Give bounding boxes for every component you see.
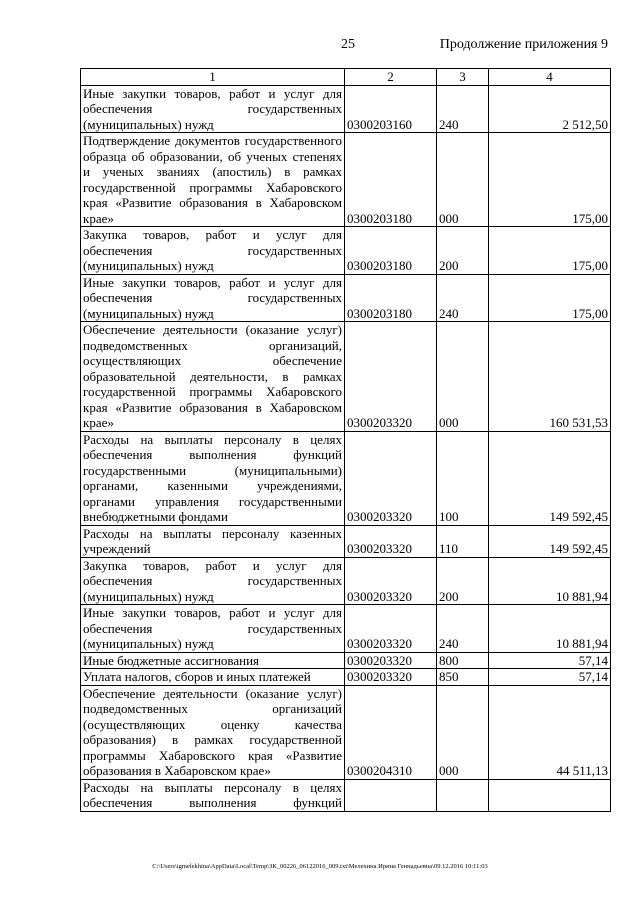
row-type: 800: [437, 652, 489, 669]
row-code: 0300203320: [345, 605, 437, 653]
table-row: [81, 133, 611, 227]
row-code: 0300204310: [345, 685, 437, 779]
table-row: [81, 322, 611, 432]
table-row: [81, 85, 611, 133]
table-row: [81, 779, 611, 811]
row-amount: 10 881,94: [489, 557, 611, 605]
page-number: 25: [341, 37, 355, 52]
column-header-code: 2: [345, 69, 437, 86]
budget-table: [80, 68, 611, 812]
row-name: Иные бюджетные ассигнования: [81, 652, 345, 669]
table-header-row: [81, 69, 611, 86]
row-name: Расходы на выплаты персоналу казенных учреждений: [81, 525, 345, 557]
table-row: [81, 557, 611, 605]
row-code: 0300203160: [345, 85, 437, 133]
row-amount: 149 592,45: [489, 525, 611, 557]
row-name: Уплата налогов, сборов и иных платежей: [81, 669, 345, 686]
row-type: 240: [437, 274, 489, 322]
page-header: [0, 37, 640, 57]
row-type: 000: [437, 685, 489, 779]
row-code: 0300203180: [345, 274, 437, 322]
row-amount: 149 592,45: [489, 431, 611, 525]
table-row: [81, 274, 611, 322]
row-type: 110: [437, 525, 489, 557]
column-header-amount: 4: [489, 69, 611, 86]
row-name: Подтверждение документов государственного образца об образовании, об ученых степенях и ученых званиях (апостиль) в рамках государственной программы Хабаровского края «Развитие образования в Хабаровском крае»: [81, 133, 345, 227]
document-footer-path: C:\Users\igmelekhina\AppData\Local\Temp\ЗК_00226_06122016_009.txt\Мелехина Ирина Геннадьевна\09.12.2016 10:11:03: [152, 863, 488, 870]
row-type: 200: [437, 227, 489, 275]
row-code: 0300203180: [345, 227, 437, 275]
row-type: 200: [437, 557, 489, 605]
row-amount: 10 881,94: [489, 605, 611, 653]
row-code: [345, 779, 437, 811]
row-amount: 2 512,50: [489, 85, 611, 133]
row-type: 000: [437, 322, 489, 432]
appendix-continuation-label: Продолжение приложения 9: [439, 37, 608, 52]
row-type: 100: [437, 431, 489, 525]
row-type: 000: [437, 133, 489, 227]
column-header-name: 1: [81, 69, 345, 86]
row-type: 240: [437, 85, 489, 133]
table-row: [81, 685, 611, 779]
row-amount: 175,00: [489, 227, 611, 275]
row-amount: 57,14: [489, 669, 611, 686]
row-type: 850: [437, 669, 489, 686]
table-row: [81, 669, 611, 686]
row-name: Иные закупки товаров, работ и услуг для обеспечения государственных (муниципальных) нужд: [81, 85, 345, 133]
row-name: Иные закупки товаров, работ и услуг для обеспечения государственных (муниципальных) нужд: [81, 274, 345, 322]
row-type: [437, 779, 489, 811]
row-type: 240: [437, 605, 489, 653]
row-name: Обеспечение деятельности (оказание услуг) подведомственных организаций, осуществляющих обеспечение образовательной деятельности, в рамках государственной программы Хабаровского края «Развитие образования в Хабаровском крае»: [81, 322, 345, 432]
row-code: 0300203180: [345, 133, 437, 227]
row-code: 0300203320: [345, 669, 437, 686]
row-name: Расходы на выплаты персоналу в целях обеспечения выполнения функций государственными (муниципальными) органами, казенными учреждениями, органами управления государственными внебюджетными фондами: [81, 431, 345, 525]
row-amount: 44 511,13: [489, 685, 611, 779]
row-code: 0300203320: [345, 322, 437, 432]
table-row: [81, 605, 611, 653]
column-header-type: 3: [437, 69, 489, 86]
row-code: 0300203320: [345, 525, 437, 557]
row-name: Иные закупки товаров, работ и услуг для обеспечения государственных (муниципальных) нужд: [81, 605, 345, 653]
row-amount: 160 531,53: [489, 322, 611, 432]
table-row: [81, 227, 611, 275]
row-name: Закупка товаров, работ и услуг для обеспечения государственных (муниципальных) нужд: [81, 557, 345, 605]
row-amount: 175,00: [489, 133, 611, 227]
row-amount: 57,14: [489, 652, 611, 669]
row-name: Закупка товаров, работ и услуг для обеспечения государственных (муниципальных) нужд: [81, 227, 345, 275]
row-name: Обеспечение деятельности (оказание услуг) подведомственных организаций (осуществляющих оценку качества образования) в рамках государственной программы Хабаровского края «Развитие образования в Хабаровском крае»: [81, 685, 345, 779]
table-row: [81, 525, 611, 557]
row-code: 0300203320: [345, 557, 437, 605]
row-code: 0300203320: [345, 652, 437, 669]
table-row: [81, 652, 611, 669]
row-amount: 175,00: [489, 274, 611, 322]
row-amount: [489, 779, 611, 811]
row-code: 0300203320: [345, 431, 437, 525]
table-row: [81, 431, 611, 525]
row-name: Расходы на выплаты персоналу в целях обеспечения выполнения функций: [81, 779, 345, 811]
